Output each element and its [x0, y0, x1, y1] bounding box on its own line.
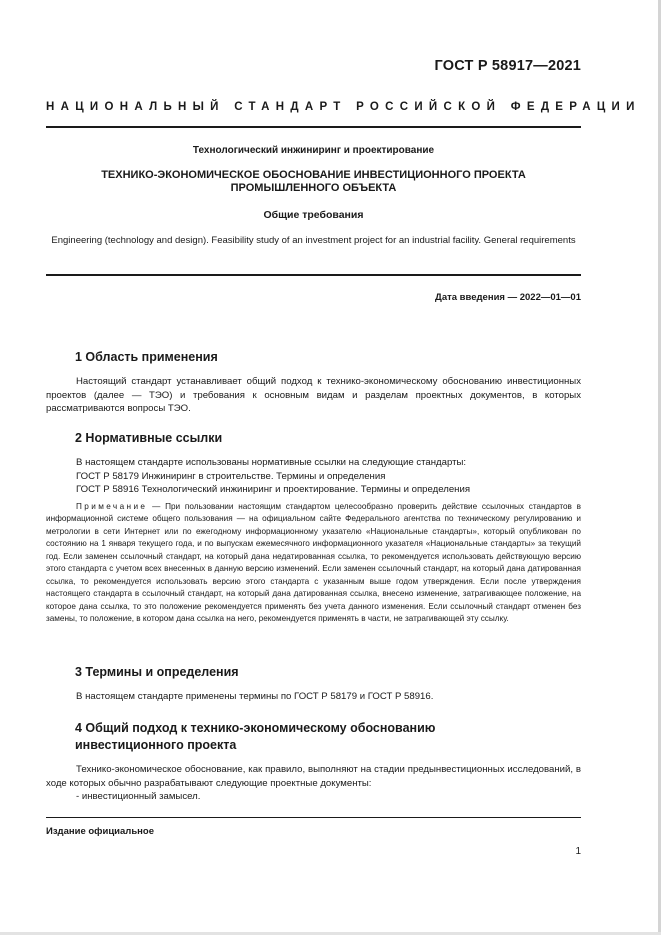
reference-item: ГОСТ Р 58179 Инжиниринг в строительстве. Термины и определения	[76, 470, 386, 482]
section-scope	[46, 349, 581, 416]
official-edition-label: Издание официальное	[46, 826, 154, 837]
divider-bottom	[46, 274, 581, 276]
note-label: Примечание	[76, 501, 148, 511]
section-heading: 1 Область применения	[75, 350, 218, 364]
section-paragraph: Настоящий стандарт устанавливает общий подход к технико-экономическому обоснованию инвестиционных проектов (далее — ТЭО) и требования к основным видам и разделам проектных документов, в которых рассматриваются вопросы ТЭО.	[46, 376, 581, 414]
section-paragraph: В настоящем стандарте применены термины по ГОСТ Р 58179 и ГОСТ Р 58916.	[76, 691, 434, 702]
note-text: — При пользовании настоящим стандартом целесообразно проверить действие ссылочных стандартов в информационной системе общего пользования — на официальном сайте Федерального агентства по техническому регулированию и метрологии в сети Интернет или по ежегодному информационному указателю «Национальные стандарты», который опубликован по состоянию на 1 января текущего года, и по выпускам ежемесячного информационного указателя «Национальные стандарты» за текущий год. Если заменен ссылочный стандарт, на который дана недатированная ссылка, то рекомендуется использовать действующую версию этого стандарта с учетом всех внесенных в данную версию изменений. Если заменен ссылочный стандарт, на который дана датированная ссылка, то рекомендуется использовать версию этого стандарта с указанным выше годом утверждения. Если после утверждения настоящего стандарта в ссылочный стандарт, на который дана датированная ссылка, внесено изменение, затрагивающее положение, на которое дана ссылка, то это положение рекомендуется применять без учета данного изменения. Если ссылочный стандарт отменен без замены, то положение, в котором дана ссылка на него, рекомендуется применять в части, не затрагивающей эту ссылку.	[46, 501, 581, 623]
divider-top	[46, 126, 581, 128]
section-heading: 4 Общий подход к технико-экономическому обоснованию инвестиционного проекта	[75, 721, 436, 752]
national-standard-banner: НАЦИОНАЛЬНЫЙ СТАНДАРТ РОССИЙСКОЙ ФЕДЕРАЦИИ	[46, 101, 641, 113]
introduction-date: Дата введения — 2022—01—01	[435, 292, 581, 303]
section-heading: 3 Термины и определения	[75, 665, 239, 679]
note	[46, 501, 581, 626]
section-general-approach	[46, 720, 581, 804]
reference-item: ГОСТ Р 58916 Технологический инжиниринг и проектирование. Термины и определения	[76, 484, 471, 495]
title-category: Технологический инжиниринг и проектирование	[192, 145, 435, 156]
section-normative-references	[46, 430, 581, 626]
section-terms	[46, 664, 581, 704]
references-intro: В настоящем стандарте использованы нормативные ссылки на следующие стандарты:	[76, 457, 467, 468]
footer-divider	[46, 817, 581, 818]
document-title: ТЕХНИКО-ЭКОНОМИЧЕСКОЕ ОБОСНОВАНИЕ ИНВЕСТИЦИОННОГО ПРОЕКТА ПРОМЫШЛЕННОГО ОБЪЕКТА	[101, 169, 526, 194]
section-heading: 2 Нормативные ссылки	[75, 431, 223, 445]
english-title: Engineering (technology and design). Feasibility study of an investment project for an industrial facility. General requirements	[51, 235, 576, 246]
page-number: 1	[575, 846, 581, 857]
standard-number: ГОСТ Р 58917—2021	[434, 58, 581, 74]
section-paragraph: Технико-экономическое обоснование, как правило, выполняют на стадии предынвестиционных исследований, в ходе которых обычно разрабатывают следующие проектные документы:	[46, 764, 581, 789]
document-subtitle: Общие требования	[263, 209, 364, 221]
list-item: - инвестиционный замысел.	[76, 791, 201, 802]
